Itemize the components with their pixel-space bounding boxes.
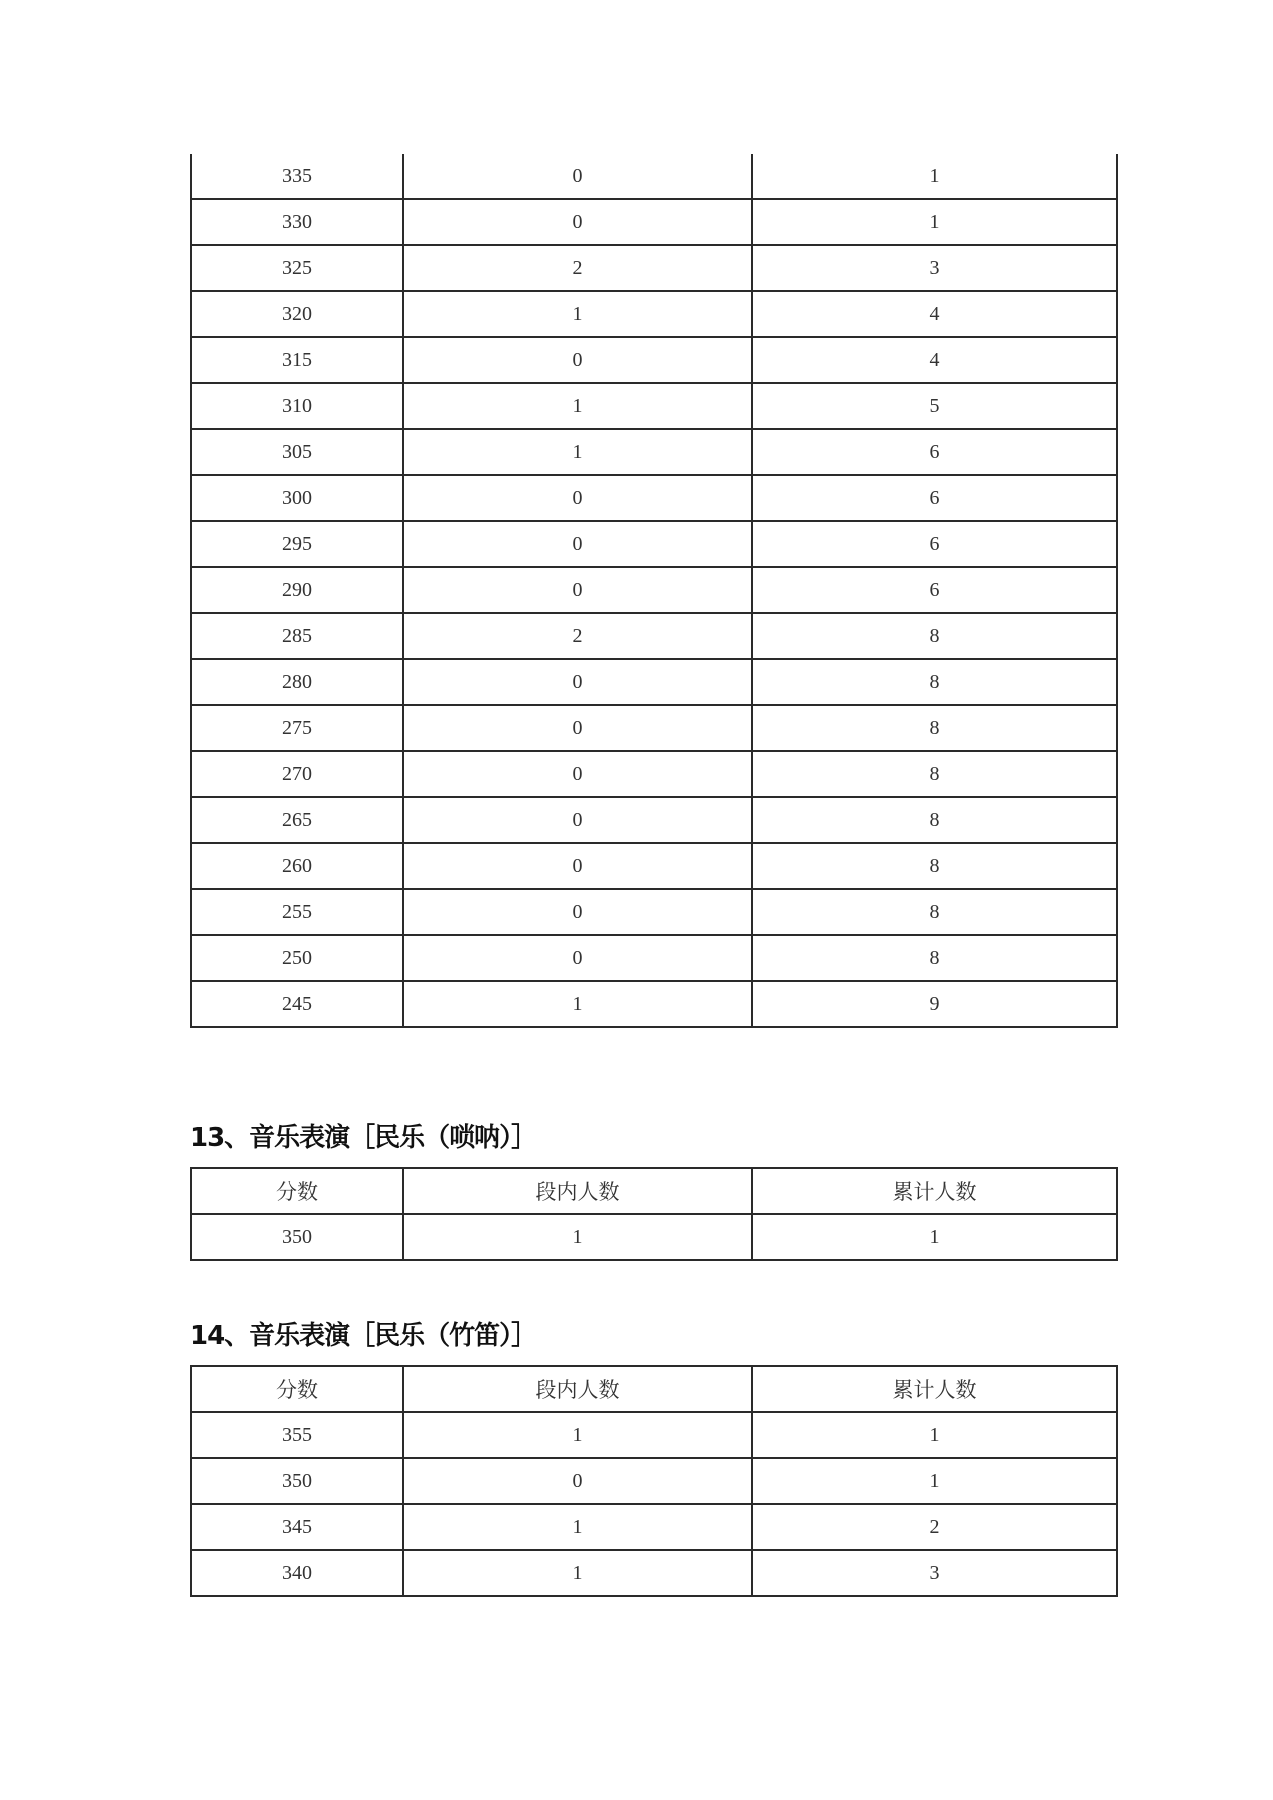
segment-count-cell: 0	[403, 935, 752, 981]
score-cell: 320	[191, 291, 403, 337]
score-table-suona	[190, 1167, 1118, 1261]
score-cell: 310	[191, 383, 403, 429]
cumulative-count-cell: 6	[752, 567, 1117, 613]
cumulative-count-cell: 8	[752, 797, 1117, 843]
table-row	[191, 475, 1117, 521]
score-cell: 295	[191, 521, 403, 567]
cumulative-count-cell: 3	[752, 1550, 1117, 1596]
segment-count-cell: 0	[403, 154, 752, 199]
table-row	[191, 705, 1117, 751]
table-row	[191, 935, 1117, 981]
score-cell: 245	[191, 981, 403, 1027]
score-cell: 255	[191, 889, 403, 935]
table-row	[191, 337, 1117, 383]
segment-count-cell: 1	[403, 291, 752, 337]
table-row	[191, 889, 1117, 935]
header-cumulative-count: 累计人数	[752, 1168, 1117, 1214]
segment-count-cell: 1	[403, 1550, 752, 1596]
score-cell: 305	[191, 429, 403, 475]
cumulative-count-cell: 6	[752, 429, 1117, 475]
score-cell: 315	[191, 337, 403, 383]
score-cell: 250	[191, 935, 403, 981]
segment-count-cell: 1	[403, 981, 752, 1027]
table-row	[191, 1412, 1117, 1458]
segment-count-cell: 0	[403, 337, 752, 383]
segment-count-cell: 0	[403, 199, 752, 245]
cumulative-count-cell: 4	[752, 291, 1117, 337]
cumulative-count-cell: 1	[752, 1214, 1117, 1260]
table-header-row	[191, 1168, 1117, 1214]
header-score: 分数	[191, 1168, 403, 1214]
table-row	[191, 567, 1117, 613]
segment-count-cell: 1	[403, 1504, 752, 1550]
score-cell: 330	[191, 199, 403, 245]
score-table-continued	[190, 154, 1118, 1028]
table-row	[191, 291, 1117, 337]
cumulative-count-cell: 4	[752, 337, 1117, 383]
table-row	[191, 521, 1117, 567]
segment-count-cell: 0	[403, 1458, 752, 1504]
cumulative-count-cell: 8	[752, 751, 1117, 797]
cumulative-count-cell: 6	[752, 521, 1117, 567]
score-cell: 345	[191, 1504, 403, 1550]
section-title-14: 14、音乐表演［民乐（竹笛）］	[190, 1321, 537, 1351]
cumulative-count-cell: 8	[752, 935, 1117, 981]
score-cell: 265	[191, 797, 403, 843]
score-table-body	[191, 1412, 1117, 1596]
table-row	[191, 245, 1117, 291]
cumulative-count-cell: 8	[752, 843, 1117, 889]
segment-count-cell: 1	[403, 1412, 752, 1458]
score-cell: 350	[191, 1458, 403, 1504]
cumulative-count-cell: 5	[752, 383, 1117, 429]
score-cell: 270	[191, 751, 403, 797]
table-row	[191, 613, 1117, 659]
score-cell: 300	[191, 475, 403, 521]
table-row	[191, 843, 1117, 889]
table-row	[191, 1550, 1117, 1596]
header-cumulative-count: 累计人数	[752, 1366, 1117, 1412]
cumulative-count-cell: 8	[752, 705, 1117, 751]
segment-count-cell: 0	[403, 567, 752, 613]
segment-count-cell: 0	[403, 889, 752, 935]
cumulative-count-cell: 9	[752, 981, 1117, 1027]
segment-count-cell: 1	[403, 1214, 752, 1260]
cumulative-count-cell: 3	[752, 245, 1117, 291]
table-row	[191, 981, 1117, 1027]
cumulative-count-cell: 8	[752, 613, 1117, 659]
segment-count-cell: 0	[403, 475, 752, 521]
table-row	[191, 154, 1117, 199]
segment-count-cell: 2	[403, 245, 752, 291]
header-segment-count: 段内人数	[403, 1366, 752, 1412]
cumulative-count-cell: 1	[752, 1412, 1117, 1458]
cumulative-count-cell: 1	[752, 1458, 1117, 1504]
segment-count-cell: 0	[403, 659, 752, 705]
segment-count-cell: 0	[403, 521, 752, 567]
cumulative-count-cell: 6	[752, 475, 1117, 521]
segment-count-cell: 2	[403, 613, 752, 659]
segment-count-cell: 0	[403, 705, 752, 751]
score-cell: 355	[191, 1412, 403, 1458]
table-header-row	[191, 1366, 1117, 1412]
table-row	[191, 1504, 1117, 1550]
score-table-body	[191, 154, 1117, 1027]
score-cell: 340	[191, 1550, 403, 1596]
section-title-13: 13、音乐表演［民乐（唢呐）］	[190, 1123, 537, 1153]
score-cell: 285	[191, 613, 403, 659]
score-cell: 325	[191, 245, 403, 291]
cumulative-count-cell: 1	[752, 154, 1117, 199]
header-segment-count: 段内人数	[403, 1168, 752, 1214]
table-row	[191, 199, 1117, 245]
header-score: 分数	[191, 1366, 403, 1412]
score-cell: 335	[191, 154, 403, 199]
table-row	[191, 1458, 1117, 1504]
segment-count-cell: 0	[403, 751, 752, 797]
score-cell: 275	[191, 705, 403, 751]
table-row	[191, 751, 1117, 797]
table-row	[191, 429, 1117, 475]
segment-count-cell: 0	[403, 843, 752, 889]
score-table-body	[191, 1214, 1117, 1260]
segment-count-cell: 0	[403, 797, 752, 843]
score-cell: 290	[191, 567, 403, 613]
table-row	[191, 383, 1117, 429]
segment-count-cell: 1	[403, 383, 752, 429]
table-row	[191, 659, 1117, 705]
table-row	[191, 797, 1117, 843]
score-cell: 280	[191, 659, 403, 705]
score-cell: 350	[191, 1214, 403, 1260]
cumulative-count-cell: 8	[752, 659, 1117, 705]
cumulative-count-cell: 8	[752, 889, 1117, 935]
segment-count-cell: 1	[403, 429, 752, 475]
table-row	[191, 1214, 1117, 1260]
cumulative-count-cell: 2	[752, 1504, 1117, 1550]
score-table-dizi	[190, 1365, 1118, 1597]
score-cell: 260	[191, 843, 403, 889]
cumulative-count-cell: 1	[752, 199, 1117, 245]
